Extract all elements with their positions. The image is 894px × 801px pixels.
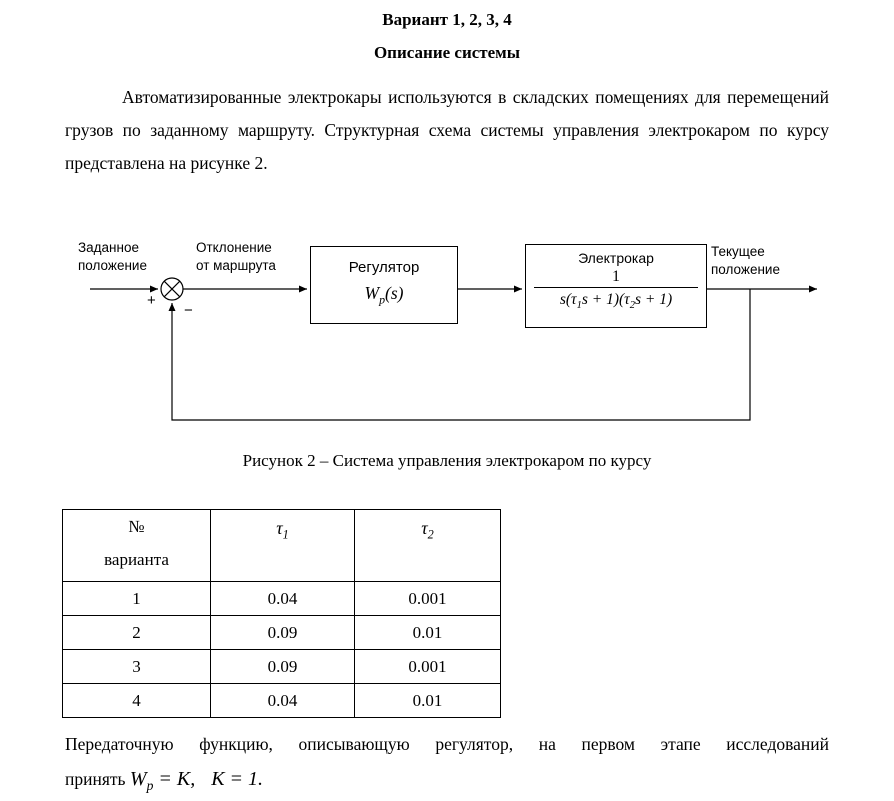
table-row xyxy=(63,616,501,650)
cell-tau2: 0.001 xyxy=(355,582,501,616)
cell-tau1: 0.09 xyxy=(211,616,355,650)
regulator-block xyxy=(310,246,458,324)
closing-lead: принять xyxy=(65,769,126,789)
cell-variant: 4 xyxy=(63,684,211,718)
plant-transfer-function xyxy=(534,267,698,310)
closing-formula: $W_p = K$, K = 1. xyxy=(129,768,264,793)
cell-tau1: 0.09 xyxy=(211,650,355,684)
table-header-row xyxy=(63,510,501,582)
section-heading: Описание системы xyxy=(373,43,521,62)
cell-tau1: 0.04 xyxy=(211,582,355,616)
figure-caption: Рисунок 2 – Система управления электрокаром по курсу xyxy=(242,451,652,470)
label-output: Текущее положение xyxy=(711,244,780,277)
table-row xyxy=(63,684,501,718)
intro-paragraph: Автоматизированные электрокары используются в складских помещениях для перемещений грузов по заданному маршруту. Структурная схема системы управления электрокаром по курсу представлена на рисунке 2. xyxy=(65,87,829,173)
plant-title: Электрокар xyxy=(578,250,654,266)
cell-tau2: 0.001 xyxy=(355,650,501,684)
closing-paragraph-line1: Передаточную функцию, описывающую регулятор, на первом этапе исследований xyxy=(65,734,829,754)
variants-table xyxy=(62,509,501,718)
plus-sign: + xyxy=(147,292,156,309)
cell-tau2: 0.01 xyxy=(355,684,501,718)
table-row xyxy=(63,582,501,616)
label-setpoint: Заданное положение xyxy=(78,240,147,273)
cell-tau2: 0.01 xyxy=(355,616,501,650)
closing-paragraph-line2 xyxy=(65,765,829,793)
fraction-numerator: 1 xyxy=(534,267,698,288)
table-row xyxy=(63,650,501,684)
label-deviation: Отклонение от маршрута xyxy=(196,240,276,273)
regulator-title: Регулятор xyxy=(348,259,420,276)
header-variant-number: № варианта xyxy=(63,510,211,582)
minus-sign: − xyxy=(184,302,193,319)
plant-block xyxy=(525,244,707,328)
header-tau2: $\tau_2$ xyxy=(355,510,501,582)
cell-variant: 3 xyxy=(63,650,211,684)
cell-tau1: 0.04 xyxy=(211,684,355,718)
cell-variant: 2 xyxy=(63,616,211,650)
cell-variant: 1 xyxy=(63,582,211,616)
fraction-denominator: $s(\tau_1s + 1)(\tau_2s + 1)$ xyxy=(559,291,673,312)
regulator-formula: $W_p(s)$ xyxy=(364,283,404,307)
page-title: Вариант 1, 2, 3, 4 xyxy=(382,10,512,29)
block-diagram xyxy=(0,224,894,436)
header-tau1: $\tau_1$ xyxy=(211,510,355,582)
